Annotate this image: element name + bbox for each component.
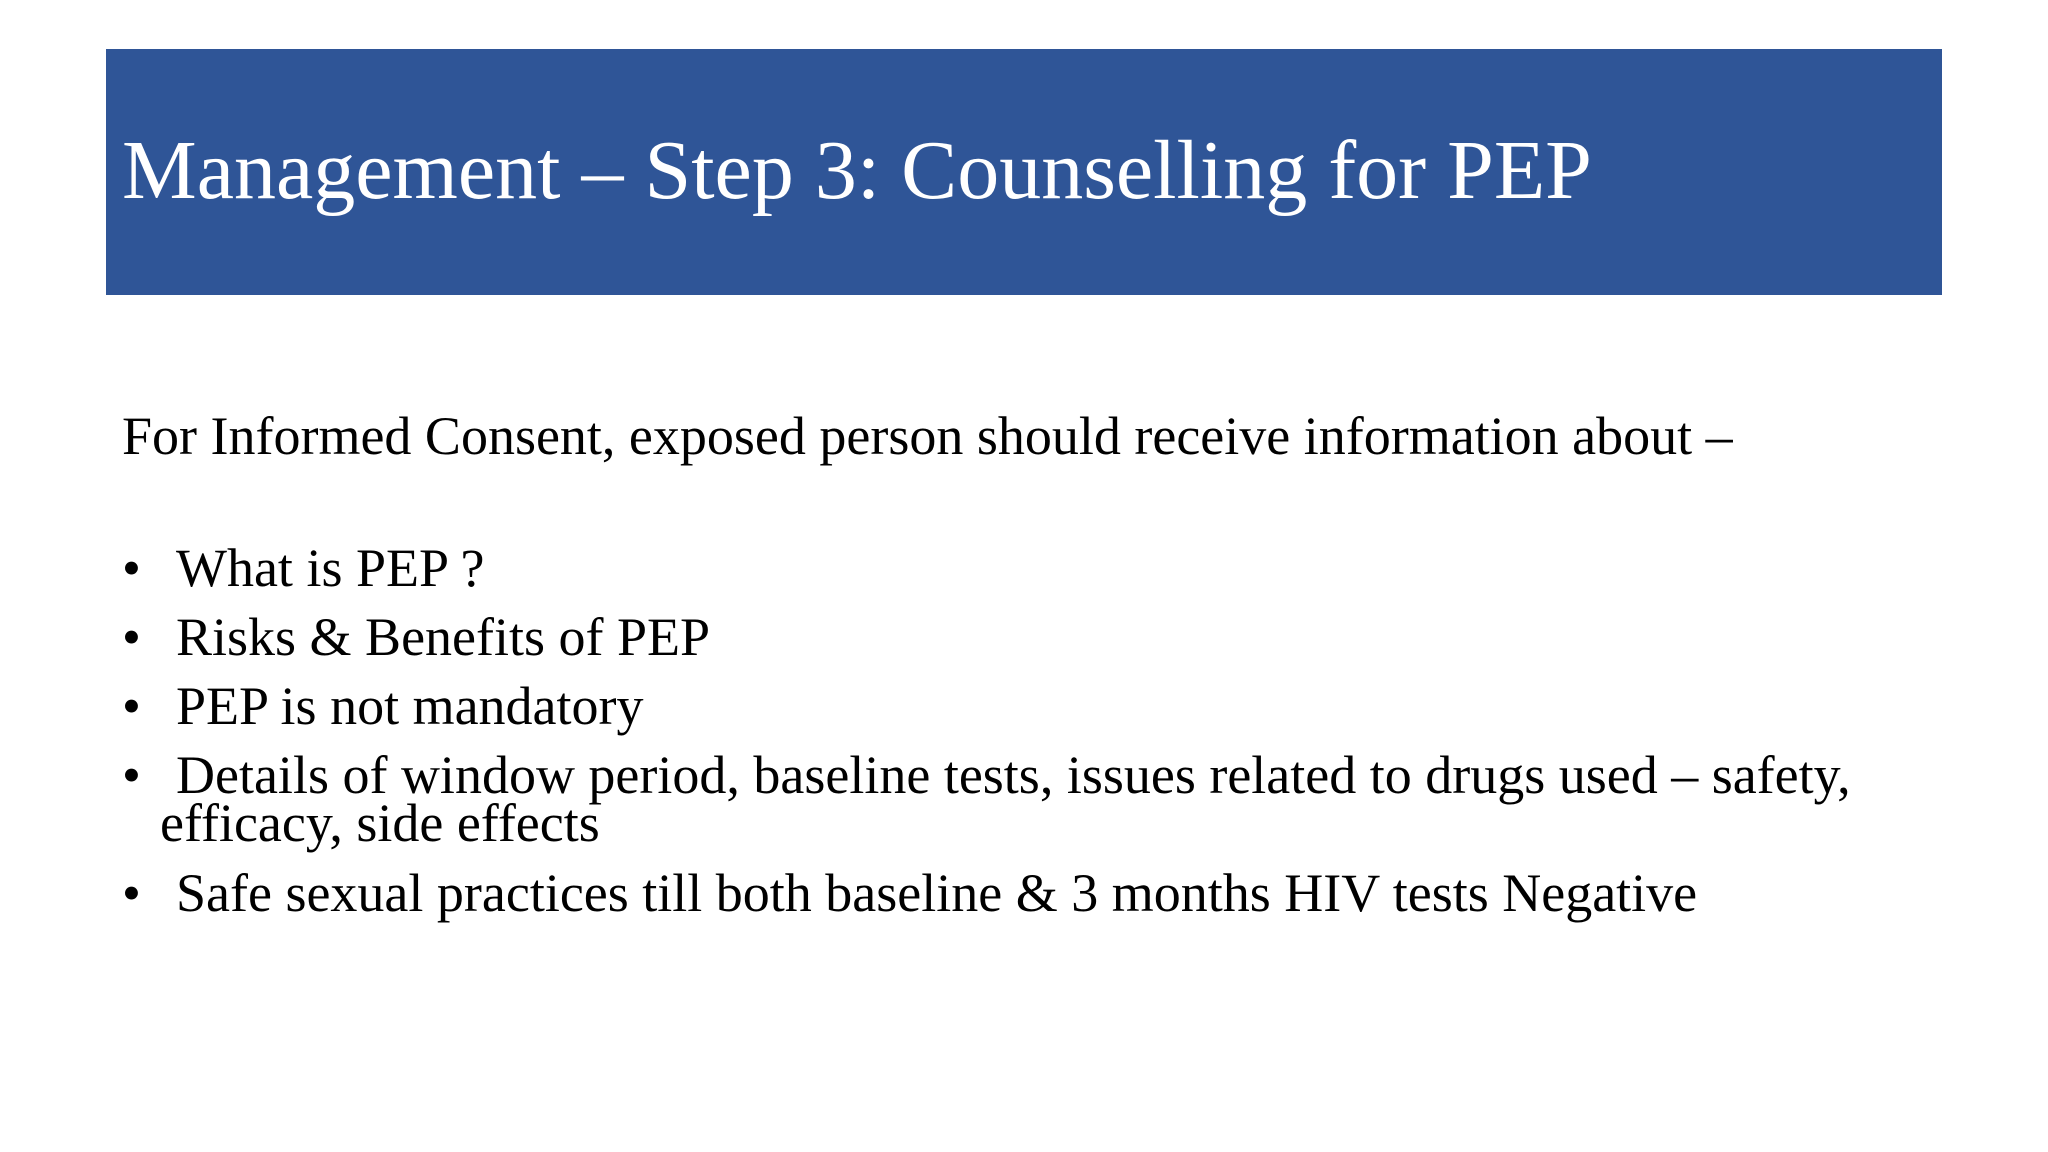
bullet-item [122, 672, 1942, 741]
slide-body [122, 400, 1942, 928]
bullet-list [122, 534, 1942, 928]
bullet-dot-icon: • [122, 863, 141, 923]
bullet-text-line: Details of window period, baseline tests, issues related to drugs used – safety, [176, 745, 1851, 805]
bullet-text [160, 745, 1942, 853]
bullet-text: What is PEP ? [176, 538, 485, 598]
bullet-text: Risks & Benefits of PEP [176, 607, 711, 667]
bullet-dot-icon: • [122, 676, 141, 736]
intro-text: For Informed Consent, exposed person should receive information about – [122, 406, 1733, 466]
slide-title: Management – Step 3: Counselling for PEP [122, 124, 1592, 217]
bullet-item [122, 534, 1942, 603]
bullet-text-line: efficacy, side effects [160, 793, 600, 853]
bullet-text: PEP is not mandatory [176, 676, 644, 736]
bullet-dot-icon: • [122, 745, 141, 805]
bullet-item [122, 603, 1942, 672]
bullet-dot-icon: • [122, 607, 141, 667]
bullet-dot-icon: • [122, 538, 141, 598]
bullet-item [122, 859, 1942, 928]
bullet-text: Safe sexual practices till both baseline & 3 months HIV tests Negative [176, 863, 1698, 923]
bullet-item [122, 741, 1942, 859]
title-banner [106, 49, 1942, 295]
